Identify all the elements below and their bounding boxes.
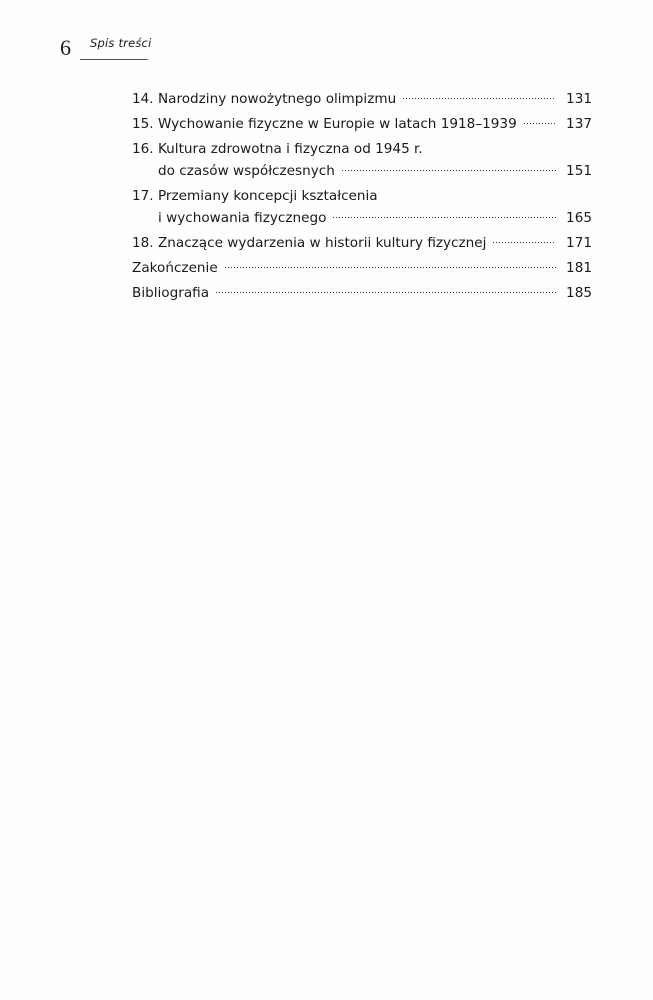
- running-head-title: Spis treści: [90, 36, 152, 50]
- toc-entry-title: 17. Przemiany koncepcji kształcenia: [132, 188, 378, 204]
- toc-line-continuation: [132, 207, 592, 229]
- toc-entry-title: 15. Wychowanie fizyczne w Europie w latach 1918–1939: [132, 116, 517, 132]
- toc-entry-page: 131: [566, 91, 592, 107]
- toc-entry-title-continued: i wychowania fizycznego: [158, 210, 327, 226]
- toc-entry-title: 16. Kultura zdrowotna i fizyczna od 1945 r.: [132, 141, 423, 157]
- toc-line: [132, 185, 592, 207]
- toc-entry-page: 151: [566, 163, 592, 179]
- toc-entry-16: [132, 138, 592, 182]
- toc-entry-title: Zakończenie: [132, 260, 218, 276]
- toc-line: [132, 113, 592, 135]
- toc-entry-conclusion: [132, 257, 592, 279]
- toc-entry-title-continued: do czasów współczesnych: [158, 163, 335, 179]
- dot-leader: [523, 123, 556, 124]
- running-head-rule: [80, 59, 148, 60]
- toc-entry-title: 18. Znaczące wydarzenia w historii kultury fizycznej: [132, 235, 487, 251]
- table-of-contents: [132, 88, 592, 307]
- toc-entry-page: 171: [566, 235, 592, 251]
- page-number: 6: [60, 35, 71, 60]
- dot-leader: [224, 267, 556, 268]
- toc-line: [132, 232, 592, 254]
- toc-entry-18: [132, 232, 592, 254]
- dot-leader: [332, 217, 556, 218]
- toc-line: [132, 138, 592, 160]
- toc-entry-title: Bibliografia: [132, 285, 210, 301]
- toc-entry-page: 165: [566, 210, 592, 226]
- toc-entry-17: [132, 185, 592, 229]
- toc-entry-title: 14. Narodziny nowożytnego olimpizmu: [132, 91, 397, 107]
- dot-leader: [492, 242, 556, 243]
- toc-line: [132, 282, 592, 304]
- toc-line: [132, 88, 592, 110]
- dot-leader: [215, 292, 556, 293]
- toc-line: [132, 257, 592, 279]
- toc-entry-15: [132, 113, 592, 135]
- toc-entry-page: 185: [566, 285, 592, 301]
- toc-entry-bibliography: [132, 282, 592, 304]
- dot-leader: [402, 98, 556, 99]
- toc-entry-page: 137: [566, 116, 592, 132]
- dot-leader: [341, 170, 556, 171]
- toc-entry-14: [132, 88, 592, 110]
- toc-line-continuation: [132, 160, 592, 182]
- toc-entry-page: 181: [566, 260, 592, 276]
